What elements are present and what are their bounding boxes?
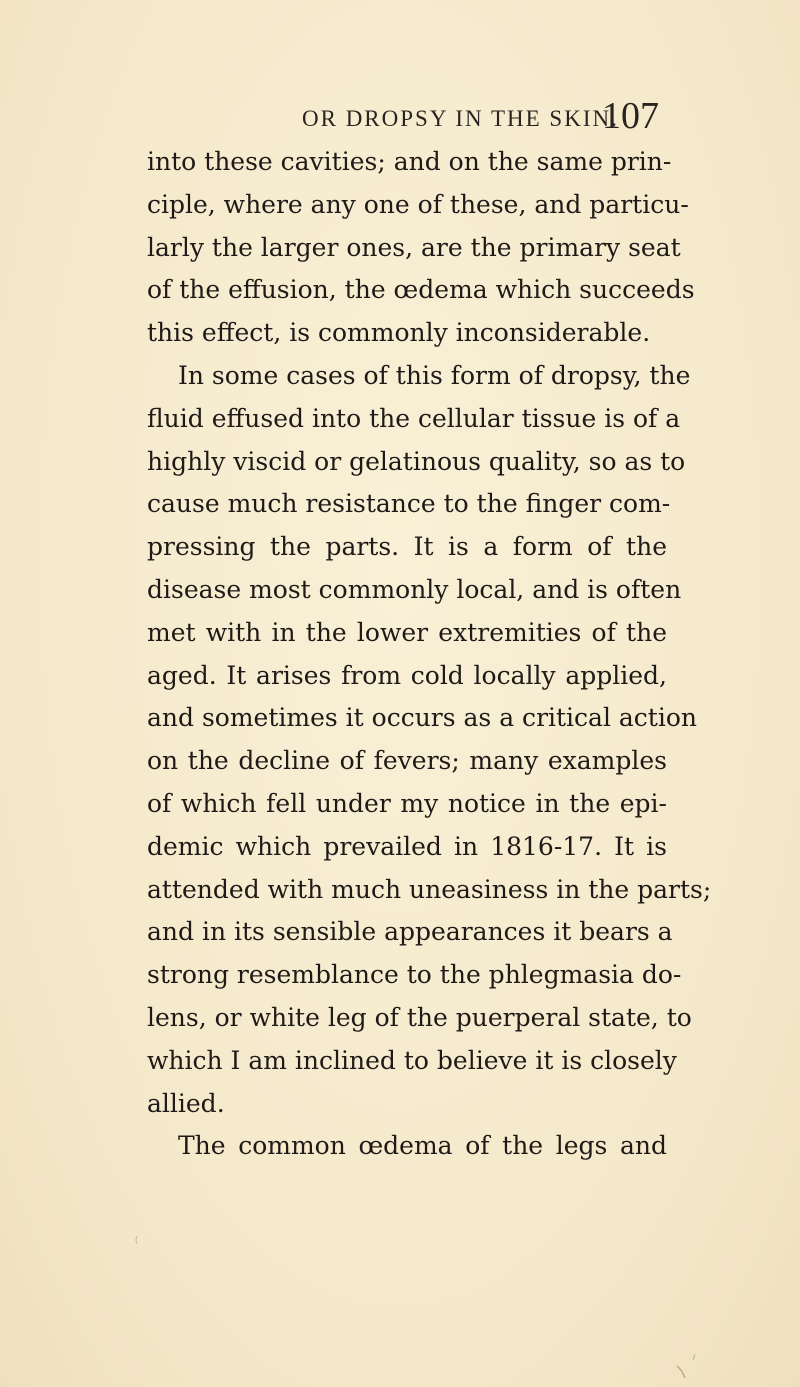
text-line: ciple, where any one of these, and particu- [147,189,689,219]
text-line: on the decline of fevers; many examples [147,746,667,776]
text-line: of which fell under my notice in the epi- [147,788,667,818]
text-line: attended with much uneasiness in the parts; [147,874,712,904]
text-line: larly the larger ones, are the primary seat [147,232,681,262]
text-line: pressing the parts. It is a form of the [147,532,667,562]
text-line: disease most commonly local, and is often [147,574,682,604]
ink-speck [677,1366,685,1378]
text-line: and sometimes it occurs as a critical action [147,703,697,733]
text-line: lens, or white leg of the puerperal state, to [147,1002,692,1032]
text-line: In some cases of this form of dropsy, the [178,360,691,390]
running-head: OR DROPSY IN THE SKIN. [302,106,619,131]
text-line: and in its sensible appearances it bears a [147,917,673,947]
text-line: strong resemblance to the phlegmasia do- [147,960,682,990]
text-line: highly viscid or gelatinous quality, so as to [147,446,686,476]
text-line: aged. It arises from cold locally applied, [147,660,667,690]
text-line: fluid effused into the cellular tissue is of a [147,403,681,433]
text-line: this effect, is commonly inconsiderable. [147,318,651,348]
text-line: met with in the lower extremities of the [147,617,667,647]
page-number: 107 [602,95,659,137]
page-header [0,92,800,142]
text-line: which I am inclined to believe it is closely [147,1045,677,1075]
text-line: demic which prevailed in 1816-17. It is [147,831,667,861]
ink-speck [136,1236,137,1244]
text-line: allied. [147,1088,225,1118]
text-line: The common œdema of the legs and [178,1131,667,1161]
text-line: into these cavities; and on the same prin- [147,147,672,176]
text-line: cause much resistance to the finger com- [147,489,671,519]
ink-speck [693,1354,695,1360]
text-line: of the effusion, the œdema which succeeds [147,275,695,305]
body-text [147,141,712,1168]
